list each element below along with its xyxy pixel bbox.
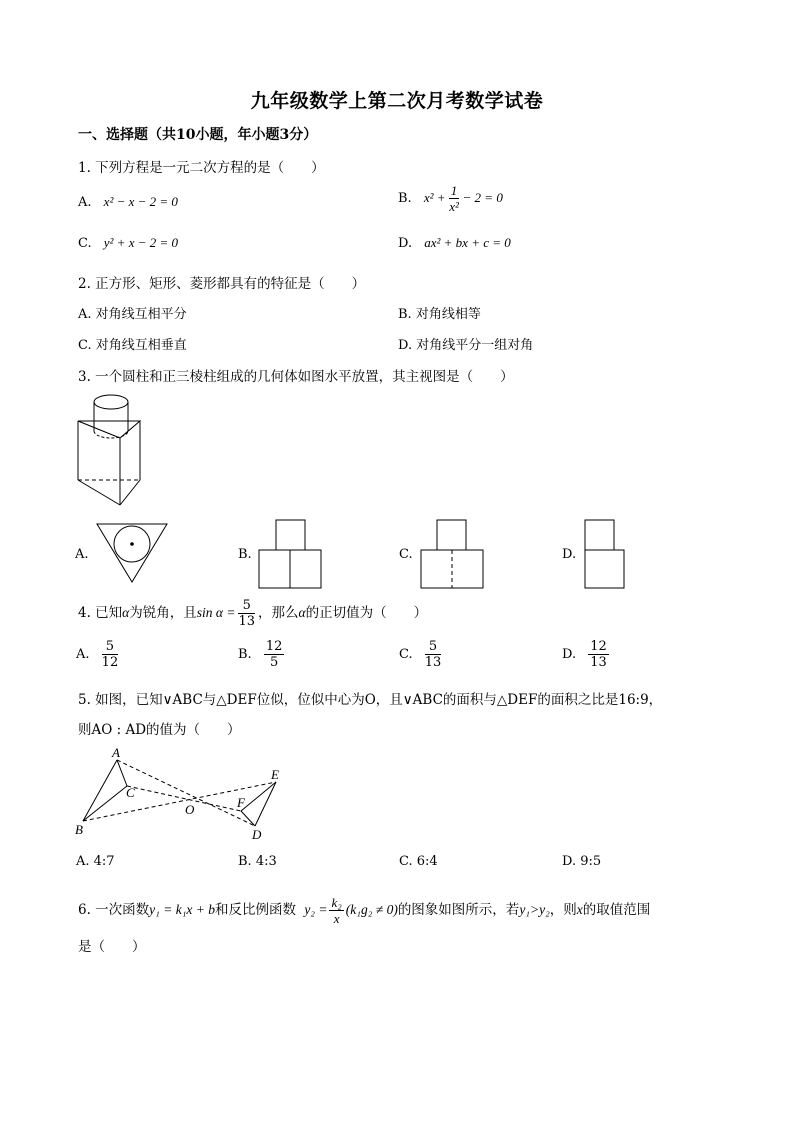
q1-b-post: − 2 = 0 bbox=[459, 190, 503, 205]
label-a: A bbox=[112, 745, 120, 760]
q6-y2-num: k₂ bbox=[331, 895, 342, 910]
q4-num: 5 bbox=[238, 598, 255, 614]
q2-option-c: C. 对角线互相垂直 bbox=[78, 338, 187, 353]
q6-stem-b: 和反比例函数 bbox=[215, 902, 297, 918]
q6-stem-line1 bbox=[78, 895, 650, 926]
q6-y2-den: x bbox=[333, 911, 340, 926]
q1-c-text: y² + x − 2 = 0 bbox=[103, 235, 179, 250]
q5-stem-line1: 5. 如图，已知∨ABC与△DEF位似，位似中心为O，且∨ABC的面积与△DEF的面积之比是16:9， bbox=[78, 692, 663, 708]
label-c: C bbox=[126, 785, 135, 800]
q4-d-num: 12 bbox=[590, 639, 607, 654]
q6-linear-function: y₁ = k₁x + b bbox=[149, 902, 216, 917]
q1-b-pre: x² + bbox=[423, 190, 449, 205]
q5-option-d: D. 9:5 bbox=[562, 854, 602, 869]
q6-y2-condition: (k₁g₂ ≠ 0) bbox=[345, 902, 398, 917]
section-heading: 一、选择题（共10小题，年小题3分） bbox=[78, 127, 318, 143]
q4-a-num: 5 bbox=[102, 639, 119, 655]
q4-stem-mid1: 为锐角，且 bbox=[129, 605, 197, 621]
q5-option-a: A. 4:7 bbox=[76, 854, 115, 869]
q5-option-c: C. 6:4 bbox=[399, 854, 438, 869]
q5-stem-line2: 则AO : AD的值为（ ） bbox=[78, 722, 241, 738]
q3-option-c-label: C. bbox=[399, 547, 413, 562]
q6-y2-pre: y₂ = bbox=[304, 902, 328, 917]
q4-d-den: 13 bbox=[590, 655, 607, 670]
q6-stem-d: ，则 bbox=[549, 902, 577, 918]
q4-c-num: 5 bbox=[425, 639, 442, 655]
q5-option-b: B. 4:3 bbox=[238, 854, 277, 869]
q3-option-b-label: B. bbox=[238, 547, 252, 562]
q4-alpha-2: α bbox=[298, 605, 306, 620]
label-o: O bbox=[185, 802, 195, 817]
q2-stem: 2. 正方形、矩形、菱形都具有的特征是（ ） bbox=[78, 276, 366, 292]
q4-c-den: 13 bbox=[424, 655, 442, 670]
q1-a-text: x² − x − 2 = 0 bbox=[103, 194, 178, 209]
q6-x: x bbox=[576, 902, 583, 917]
q4-den: 13 bbox=[238, 614, 256, 629]
q4-stem-post: 的正切值为（ ） bbox=[305, 605, 428, 621]
q1-a-label: A. bbox=[78, 195, 92, 210]
q1-b-label: B. bbox=[398, 191, 412, 206]
q1-d-label: D. bbox=[398, 236, 413, 251]
q6-stem-c: 的图象如图所示，若 bbox=[397, 902, 520, 918]
q3-option-d-label: D. bbox=[562, 547, 577, 562]
label-b: B bbox=[75, 822, 83, 837]
q4-stem-mid2: ，那么 bbox=[258, 605, 299, 621]
q4-stem-pre: 4. 已知 bbox=[78, 605, 123, 621]
label-f: F bbox=[237, 795, 245, 810]
q1-d-text: ax² + bx + c = 0 bbox=[424, 235, 511, 250]
q4-b-label: B. bbox=[238, 647, 252, 662]
q1-c-label: C. bbox=[78, 236, 92, 251]
q4-d-label: D. bbox=[562, 647, 577, 662]
q1-b-num: 1 bbox=[450, 183, 458, 198]
label-d: D bbox=[252, 827, 262, 842]
q4-a-label: A. bbox=[76, 647, 90, 662]
q6-stem-line2: 是（ ） bbox=[78, 939, 146, 955]
q6-stem-a: 6. 一次函数 bbox=[78, 902, 150, 918]
q1-b-den: x² bbox=[449, 199, 459, 214]
q2-option-b: B. 对角线相等 bbox=[398, 307, 481, 322]
q4-alpha: α bbox=[122, 605, 130, 620]
q4-sin: sin α = bbox=[196, 605, 236, 620]
q3-option-a-label: A. bbox=[75, 547, 89, 562]
q4-b-den: 5 bbox=[269, 655, 279, 670]
page-title: 九年级数学上第二次月考数学试卷 bbox=[250, 90, 544, 112]
q6-stem-e: 的取值范围 bbox=[582, 902, 651, 918]
q4-c-label: C. bbox=[399, 647, 413, 662]
q1-stem: 1. 下列方程是一元二次方程的是（ ） bbox=[78, 160, 325, 176]
label-e: E bbox=[271, 767, 279, 782]
q2-option-d: D. 对角线平分一组对角 bbox=[398, 338, 534, 353]
q4-b-num: 12 bbox=[265, 639, 283, 654]
q4-a-den: 12 bbox=[101, 655, 119, 670]
q3-stem: 3. 一个圆柱和正三棱柱组成的几何体如图水平放置，其主视图是（ ） bbox=[78, 369, 514, 385]
q2-option-a: A. 对角线互相平分 bbox=[78, 307, 187, 322]
q6-y2-fraction bbox=[329, 895, 343, 926]
q6-inequality: y₁>y₂ bbox=[519, 902, 550, 917]
